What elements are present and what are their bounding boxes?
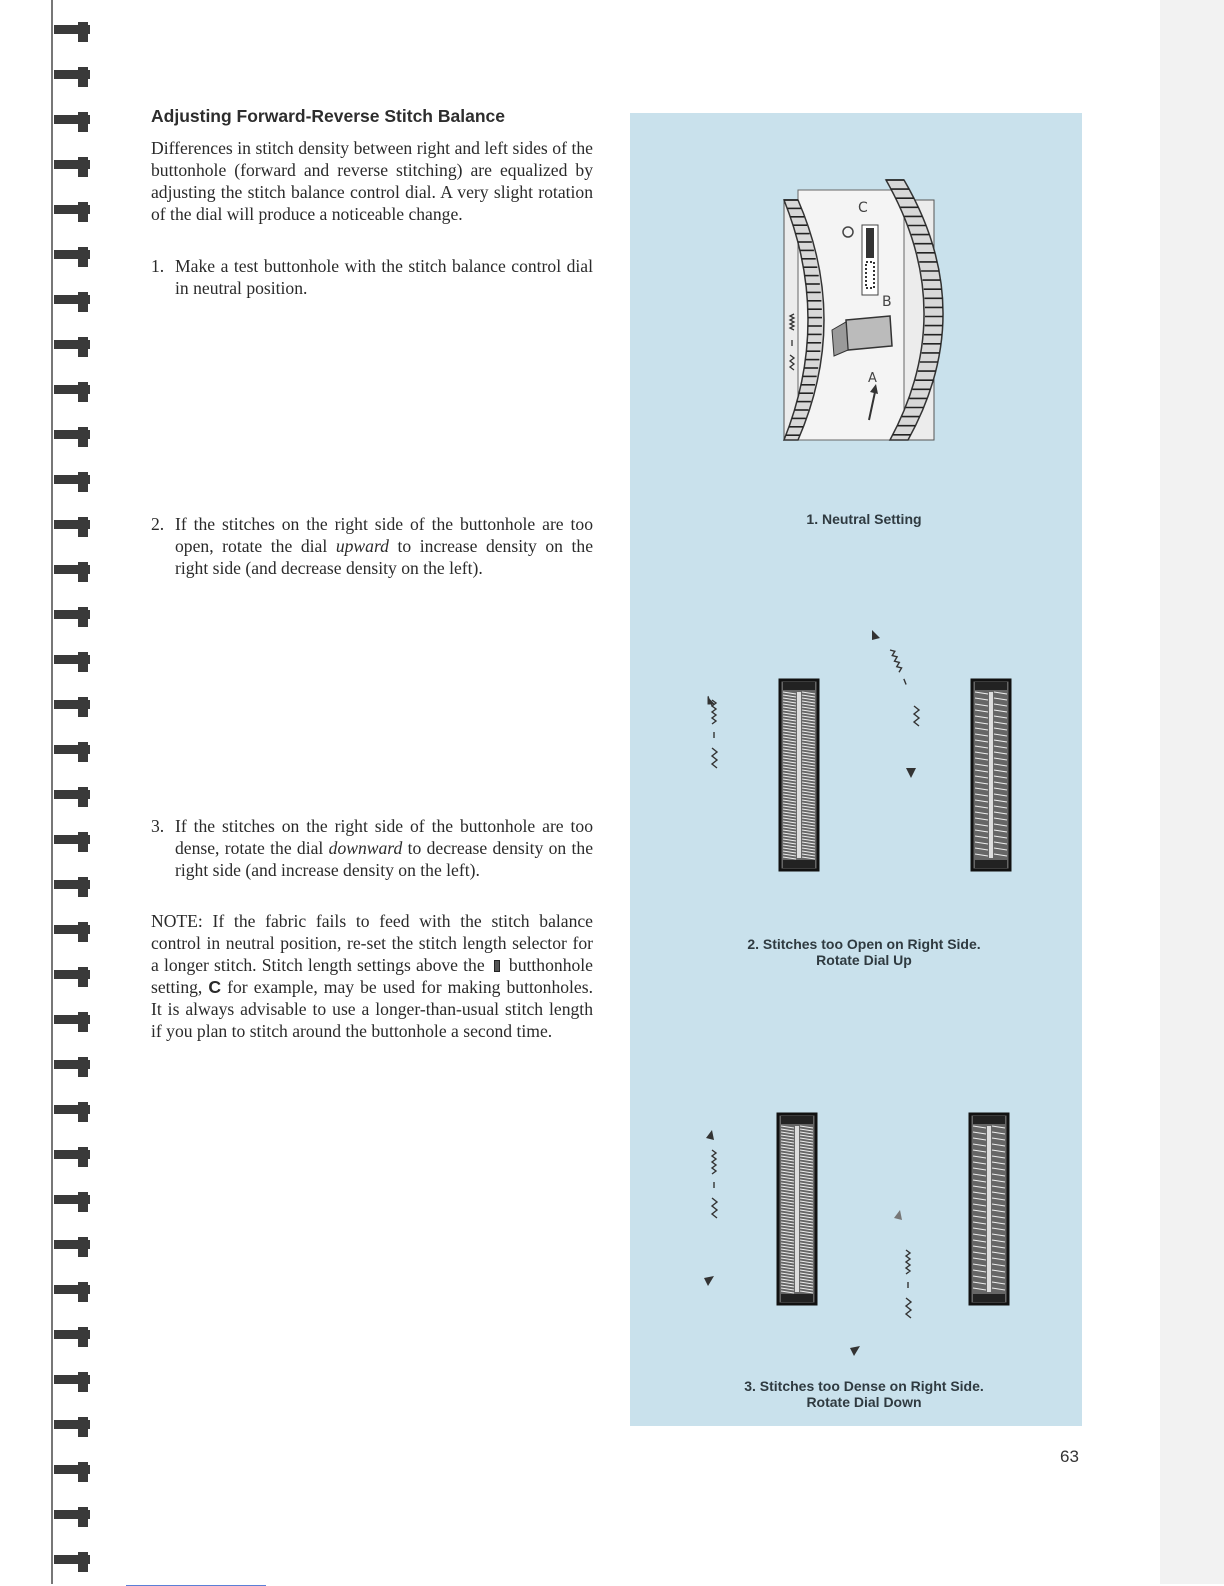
binding-coil [78, 22, 88, 42]
binding-coil [78, 517, 88, 537]
step-1-number: 1. [151, 256, 165, 276]
bar-tack [783, 682, 815, 690]
binding-coil [78, 1462, 88, 1482]
bar-tack [781, 1116, 813, 1124]
buttonhole-slit [797, 692, 801, 858]
binding-coil [78, 1507, 88, 1527]
setting-letter: C [208, 977, 222, 997]
binding-coil [78, 607, 88, 627]
binding-coil [78, 697, 88, 717]
spiral-binding [48, 0, 108, 1584]
binding-coil [78, 652, 88, 672]
dial-letter-b: B [882, 294, 892, 310]
buttonhole-slit [987, 1126, 991, 1292]
binding-coil [78, 1237, 88, 1257]
binding-coil [78, 877, 88, 897]
page-edge [1160, 0, 1224, 1584]
stitches-too-dense-figure [700, 1110, 1030, 1370]
binding-coil [78, 742, 88, 762]
binding-coil [78, 112, 88, 132]
stitch-balance-dial-figure [770, 170, 950, 445]
binding-coil [78, 1282, 88, 1302]
stitches-too-open-figure [700, 620, 1030, 880]
binding-coil [78, 1102, 88, 1122]
note-paragraph: NOTE: If the fabric fails to feed with the stitch balance control in neutral position, re-set the stitch length selector for a longer stitch. Stitch length settings above the butthonhole setting, C for example, may be used for making buttonholes. It is always advisable to use a longer-than-usual stitch length if you plan to stitch around the buttonhole a second time. [151, 911, 593, 1041]
binding-coil [78, 1057, 88, 1077]
binding-coil [78, 67, 88, 87]
step-3-emphasis: downward [328, 838, 403, 858]
binding-coil [78, 337, 88, 357]
section-heading: Adjusting Forward-Reverse Stitch Balance [151, 106, 505, 126]
binding-coil [78, 1372, 88, 1392]
caption-too-open: 2. Stitches too Open on Right Side. Rotate Dial Up [747, 936, 981, 968]
bar-tack [973, 1294, 1005, 1302]
binding-coil [78, 292, 88, 312]
binding-coil [78, 1327, 88, 1347]
buttonhole-slit [989, 692, 993, 858]
binding-coil [78, 1552, 88, 1572]
dial-letter-a: A [868, 371, 877, 386]
binding-coil [78, 202, 88, 222]
binding-coil [78, 832, 88, 852]
dial-letter-c: C [858, 200, 868, 216]
binding-coil [78, 427, 88, 447]
step-3-number: 3. [151, 816, 165, 836]
step-2-text: If the stitches on the right side of the buttonhole are too open, rotate the dial upward to increase density on the right side (and decrease density on the left). [175, 514, 594, 578]
step-2-emphasis: upward [335, 536, 389, 556]
binding-coil [78, 247, 88, 267]
binding-coil [78, 472, 88, 492]
step-2 [151, 513, 593, 579]
bar-tack [973, 1116, 1005, 1124]
page-number: 63 [1060, 1447, 1079, 1466]
intro-paragraph: Differences in stitch density between right and left sides of the buttonhole (forward and reverse stitching) are equalized by adjusting the stitch balance control dial. A very slight rotation of the dial will produce a noticeable change. [151, 138, 593, 224]
binding-coil [78, 382, 88, 402]
buttonhole-slit [795, 1126, 799, 1292]
step-2-number: 2. [151, 514, 165, 534]
bar-tack [781, 1294, 813, 1302]
binding-coil [78, 1012, 88, 1032]
binding-coil [78, 922, 88, 942]
binding-coil [78, 1192, 88, 1212]
binding-coil [78, 157, 88, 177]
bar-tack [975, 860, 1007, 868]
bar-tack [783, 860, 815, 868]
step-1 [151, 255, 593, 299]
step-3 [151, 815, 593, 881]
caption-neutral-setting: 1. Neutral Setting [806, 511, 922, 527]
binding-coil [78, 787, 88, 807]
bar-tack [975, 682, 1007, 690]
binding-coil [78, 967, 88, 987]
caption-too-dense: 3. Stitches too Dense on Right Side. Rotate Dial Down [744, 1378, 984, 1410]
step-1-text: Make a test buttonhole with the stitch balance control dial in neutral position. [175, 256, 593, 298]
buttonhole-symbol-icon [494, 960, 500, 972]
binding-coil [78, 1417, 88, 1437]
step-3-text: If the stitches on the right side of the buttonhole are too dense, rotate the dial downward to decrease density on the right side (and increase density on the left). [175, 816, 593, 880]
binding-coil [78, 562, 88, 582]
binding-coil [78, 1147, 88, 1167]
